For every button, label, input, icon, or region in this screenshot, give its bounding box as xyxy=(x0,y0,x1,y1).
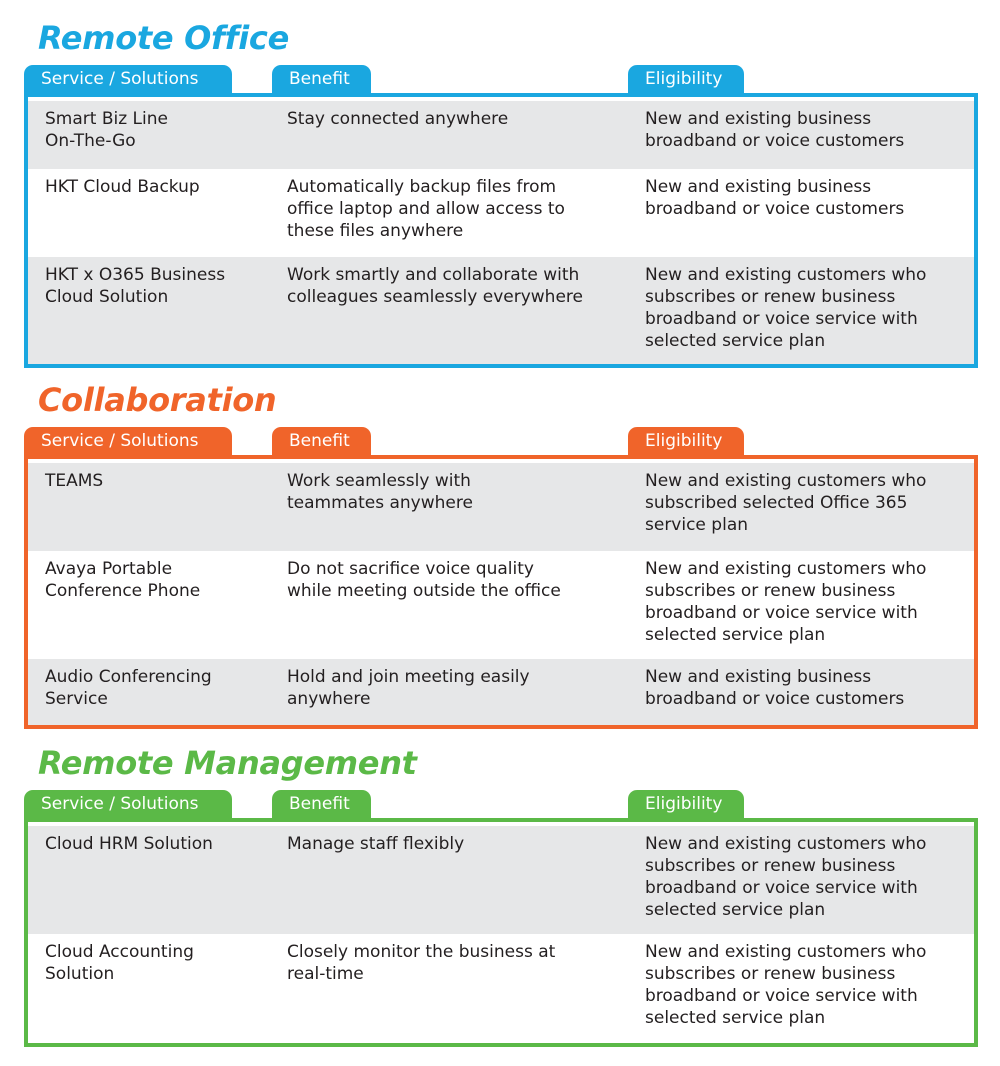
benefit-text: Hold and join meeting easily anywhere xyxy=(287,667,530,709)
eligibility-text: New and existing customers who subscribes or renew business broadband or voice service with selected service plan xyxy=(645,834,927,920)
table-row xyxy=(28,169,974,257)
table-remote-office xyxy=(24,93,978,368)
eligibility-text: New and existing business broadband or voice customers xyxy=(645,667,905,709)
service-name: Cloud HRM Solution xyxy=(45,834,213,854)
benefit-text: Manage staff flexibly xyxy=(287,834,465,854)
eligibility-text: New and existing business broadband or voice customers xyxy=(645,177,905,219)
header-service: Service / Solutions xyxy=(24,65,232,97)
section-title-remote-management: Remote Management xyxy=(38,744,417,782)
eligibility-text: New and existing customers who subscribed selected Office 365 service plan xyxy=(645,471,927,535)
table-row xyxy=(28,257,974,364)
table-row xyxy=(28,934,974,1043)
eligibility-text: New and existing customers who subscribes or renew business broadband or voice service with selected service plan xyxy=(645,265,927,351)
table-row xyxy=(28,659,974,725)
benefit-text: Work seamlessly with teammates anywhere xyxy=(287,471,473,513)
table-row xyxy=(28,463,974,551)
header-benefit: Benefit xyxy=(272,65,371,97)
table-row xyxy=(28,826,974,934)
service-name: Cloud Accounting Solution xyxy=(45,942,194,984)
service-name: Avaya Portable Conference Phone xyxy=(45,559,201,601)
header-benefit: Benefit xyxy=(272,790,371,822)
table-row xyxy=(28,551,974,659)
service-name: Audio Conferencing Service xyxy=(45,667,212,709)
benefit-text: Stay connected anywhere xyxy=(287,109,509,129)
header-service: Service / Solutions xyxy=(24,790,232,822)
header-eligibility: Eligibility xyxy=(628,790,744,822)
header-eligibility: Eligibility xyxy=(628,427,744,459)
table-remote-management xyxy=(24,818,978,1047)
service-name: TEAMS xyxy=(45,471,104,491)
table-collaboration xyxy=(24,455,978,729)
table-row xyxy=(28,101,974,169)
service-name: HKT x O365 Business Cloud Solution xyxy=(45,265,226,307)
eligibility-text: New and existing business broadband or voice customers xyxy=(645,109,905,151)
eligibility-text: New and existing customers who subscribes or renew business broadband or voice service with selected service plan xyxy=(645,559,927,645)
section-title-remote-office: Remote Office xyxy=(38,19,290,57)
header-eligibility: Eligibility xyxy=(628,65,744,97)
section-title-collaboration: Collaboration xyxy=(38,381,277,419)
service-name: HKT Cloud Backup xyxy=(45,177,200,197)
header-benefit: Benefit xyxy=(272,427,371,459)
header-service: Service / Solutions xyxy=(24,427,232,459)
benefit-text: Work smartly and collaborate with colleagues seamlessly everywhere xyxy=(287,265,583,307)
benefit-text: Automatically backup files from office laptop and allow access to these files anywhere xyxy=(287,177,565,241)
benefit-text: Closely monitor the business at real-time xyxy=(287,942,556,984)
benefit-text: Do not sacrifice voice quality while meeting outside the office xyxy=(287,559,561,601)
service-name: Smart Biz Line On-The-Go xyxy=(45,109,168,151)
eligibility-text: New and existing customers who subscribes or renew business broadband or voice service with selected service plan xyxy=(645,942,927,1028)
